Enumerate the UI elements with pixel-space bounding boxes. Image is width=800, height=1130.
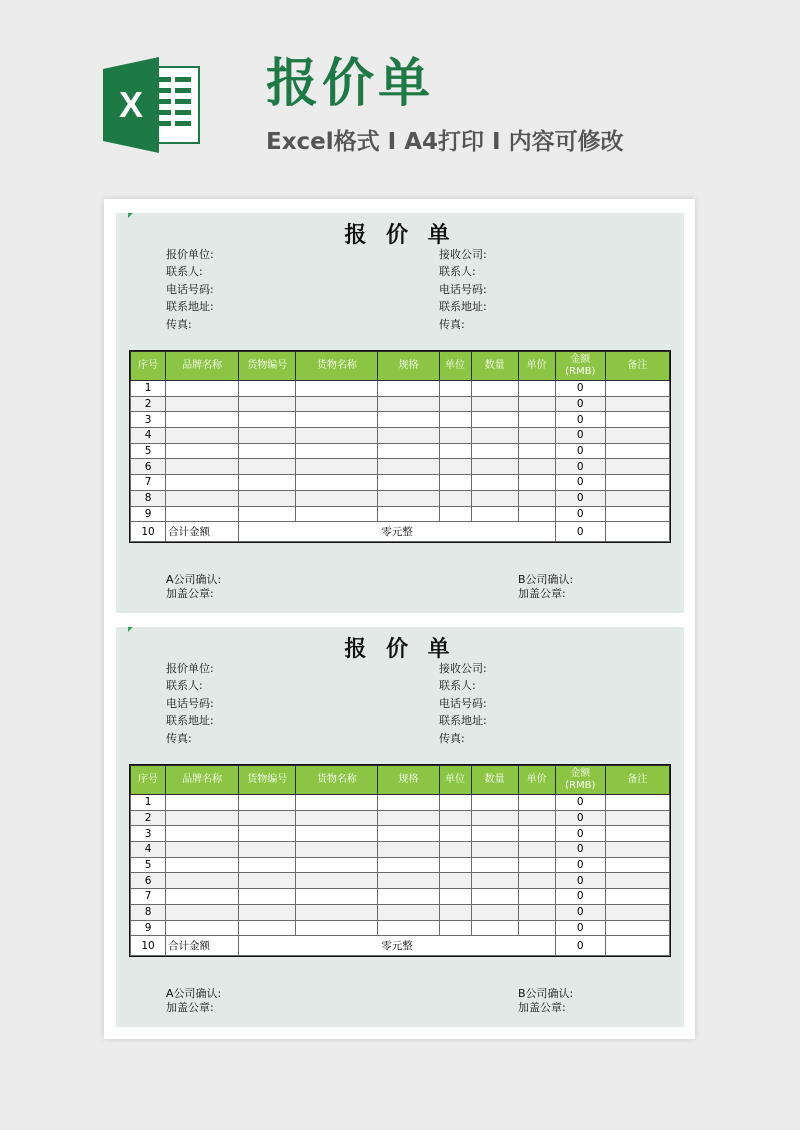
table-cell[interactable] bbox=[239, 857, 296, 873]
table-cell[interactable] bbox=[518, 443, 555, 459]
field-label: 报价单位: bbox=[166, 662, 214, 675]
table-cell[interactable] bbox=[518, 412, 555, 428]
column-header: 货物编号 bbox=[239, 352, 296, 381]
right-fields bbox=[439, 246, 487, 333]
table-cell[interactable] bbox=[378, 443, 439, 459]
table-cell[interactable] bbox=[239, 490, 296, 506]
table-cell[interactable] bbox=[471, 381, 518, 397]
table-cell[interactable] bbox=[378, 920, 439, 936]
table-cell[interactable]: 2 bbox=[131, 810, 166, 826]
column-header: 货物名称 bbox=[296, 766, 378, 795]
table-cell[interactable] bbox=[296, 826, 378, 842]
total-cell[interactable] bbox=[605, 936, 669, 956]
table-cell[interactable] bbox=[166, 795, 239, 811]
table-cell[interactable] bbox=[439, 428, 471, 444]
table-cell[interactable] bbox=[518, 857, 555, 873]
table-cell[interactable] bbox=[296, 443, 378, 459]
field-label: 传真: bbox=[439, 731, 465, 745]
table-cell[interactable] bbox=[166, 506, 239, 522]
column-header: 单位 bbox=[439, 766, 471, 795]
table-cell[interactable] bbox=[471, 412, 518, 428]
table-row bbox=[131, 381, 670, 397]
table-row bbox=[131, 842, 670, 858]
table-cell[interactable]: 0 bbox=[555, 920, 605, 936]
table-cell[interactable] bbox=[605, 826, 669, 842]
table-cell[interactable] bbox=[471, 459, 518, 475]
field-label: 联系地址: bbox=[439, 714, 487, 728]
table-cell[interactable] bbox=[239, 381, 296, 397]
table-cell[interactable] bbox=[471, 810, 518, 826]
table-cell[interactable] bbox=[471, 396, 518, 412]
table-cell[interactable] bbox=[239, 459, 296, 475]
column-header: 货物编号 bbox=[239, 766, 296, 795]
table-cell[interactable]: 8 bbox=[131, 490, 166, 506]
column-header: 备注 bbox=[605, 766, 669, 795]
table-cell[interactable] bbox=[518, 826, 555, 842]
table-cell[interactable] bbox=[518, 842, 555, 858]
table-cell[interactable] bbox=[166, 810, 239, 826]
table-cell[interactable] bbox=[378, 795, 439, 811]
sign-label: 加盖公章: bbox=[518, 587, 566, 600]
table-cell[interactable] bbox=[439, 396, 471, 412]
table-cell[interactable] bbox=[605, 904, 669, 920]
table-cell[interactable] bbox=[605, 412, 669, 428]
table-cell[interactable] bbox=[518, 873, 555, 889]
table-cell[interactable] bbox=[239, 920, 296, 936]
table-cell[interactable] bbox=[166, 920, 239, 936]
table-cell[interactable] bbox=[296, 904, 378, 920]
table-cell[interactable] bbox=[439, 842, 471, 858]
field-label: 传真: bbox=[166, 731, 192, 745]
table-cell[interactable] bbox=[296, 459, 378, 475]
table-cell[interactable] bbox=[296, 475, 378, 491]
total-cell[interactable]: 0 bbox=[555, 936, 605, 956]
sign-b bbox=[518, 573, 573, 601]
table-cell[interactable] bbox=[439, 857, 471, 873]
table-cell[interactable] bbox=[471, 842, 518, 858]
table-row bbox=[131, 795, 670, 811]
table-cell[interactable]: 0 bbox=[555, 490, 605, 506]
table-cell[interactable] bbox=[296, 920, 378, 936]
table-cell[interactable]: 0 bbox=[555, 904, 605, 920]
sign-label: B公司确认: bbox=[518, 573, 574, 586]
table-cell[interactable]: 1 bbox=[131, 381, 166, 397]
table-cell[interactable] bbox=[518, 795, 555, 811]
field-label: 接收公司: bbox=[439, 662, 487, 675]
table-cell[interactable] bbox=[605, 842, 669, 858]
table-cell[interactable] bbox=[296, 889, 378, 905]
table-cell[interactable] bbox=[239, 443, 296, 459]
table-cell[interactable]: 0 bbox=[555, 826, 605, 842]
table-cell[interactable] bbox=[378, 826, 439, 842]
table-cell[interactable] bbox=[605, 889, 669, 905]
table-row bbox=[131, 889, 670, 905]
table-cell[interactable] bbox=[166, 857, 239, 873]
total-cell[interactable]: 10 bbox=[131, 936, 166, 956]
sign-a bbox=[166, 987, 221, 1015]
table-cell[interactable] bbox=[166, 428, 239, 444]
table-cell[interactable]: 5 bbox=[131, 443, 166, 459]
table-row bbox=[131, 475, 670, 491]
table-cell[interactable] bbox=[605, 873, 669, 889]
table-cell[interactable] bbox=[605, 857, 669, 873]
sign-label: A公司确认: bbox=[166, 987, 222, 1000]
field-label: 联系地址: bbox=[439, 300, 487, 314]
total-cell[interactable]: 合计金额 bbox=[166, 936, 239, 956]
table-cell[interactable] bbox=[239, 795, 296, 811]
table-cell[interactable]: 0 bbox=[555, 381, 605, 397]
sign-label: 加盖公章: bbox=[166, 587, 214, 600]
quote-sheet-1 bbox=[116, 213, 684, 613]
table-row bbox=[131, 428, 670, 444]
table-cell[interactable] bbox=[378, 381, 439, 397]
table-cell[interactable] bbox=[378, 842, 439, 858]
column-header: 数量 bbox=[471, 352, 518, 381]
column-header: 品牌名称 bbox=[166, 352, 239, 381]
table-cell[interactable] bbox=[439, 381, 471, 397]
table-cell[interactable] bbox=[439, 889, 471, 905]
total-cell[interactable]: 合计金额 bbox=[166, 522, 239, 542]
table-cell[interactable] bbox=[439, 826, 471, 842]
table-cell[interactable] bbox=[605, 490, 669, 506]
column-header: 数量 bbox=[471, 766, 518, 795]
table-cell[interactable]: 9 bbox=[131, 506, 166, 522]
table-cell[interactable] bbox=[378, 412, 439, 428]
table-cell[interactable] bbox=[296, 428, 378, 444]
column-header: 序号 bbox=[131, 766, 166, 795]
column-header: 金额 (RMB) bbox=[555, 352, 605, 381]
total-row bbox=[131, 522, 670, 542]
field-label: 联系人: bbox=[166, 679, 203, 693]
field-label: 传真: bbox=[166, 317, 192, 331]
table-cell[interactable] bbox=[296, 412, 378, 428]
table-cell[interactable] bbox=[239, 810, 296, 826]
column-header: 金额 (RMB) bbox=[555, 766, 605, 795]
table-cell[interactable] bbox=[605, 920, 669, 936]
sign-a bbox=[166, 573, 221, 601]
table-cell[interactable] bbox=[239, 396, 296, 412]
table-cell[interactable] bbox=[518, 506, 555, 522]
table-cell[interactable]: 5 bbox=[131, 857, 166, 873]
table-cell[interactable]: 9 bbox=[131, 920, 166, 936]
total-cell[interactable]: 0 bbox=[555, 522, 605, 542]
table-cell[interactable] bbox=[518, 428, 555, 444]
table-row bbox=[131, 857, 670, 873]
sign-label: 加盖公章: bbox=[166, 1001, 214, 1014]
sign-label: A公司确认: bbox=[166, 573, 222, 586]
column-header: 规格 bbox=[378, 766, 439, 795]
column-header: 单位 bbox=[439, 352, 471, 381]
table-cell[interactable] bbox=[605, 396, 669, 412]
table-cell[interactable] bbox=[296, 490, 378, 506]
table-row bbox=[131, 904, 670, 920]
table-cell[interactable] bbox=[239, 506, 296, 522]
logo-letter: X bbox=[118, 84, 144, 125]
table-cell[interactable] bbox=[296, 795, 378, 811]
table-cell[interactable] bbox=[166, 904, 239, 920]
table-cell[interactable] bbox=[166, 475, 239, 491]
table-cell[interactable] bbox=[471, 920, 518, 936]
table-cell[interactable] bbox=[471, 873, 518, 889]
table-cell[interactable]: 0 bbox=[555, 475, 605, 491]
table-cell[interactable] bbox=[605, 810, 669, 826]
quote-table bbox=[130, 351, 670, 542]
table-cell[interactable]: 0 bbox=[555, 889, 605, 905]
table-cell[interactable]: 0 bbox=[555, 857, 605, 873]
table-cell[interactable] bbox=[378, 490, 439, 506]
field-label: 电话号码: bbox=[439, 282, 487, 296]
table-cell[interactable] bbox=[166, 412, 239, 428]
table-cell[interactable] bbox=[518, 381, 555, 397]
table-row bbox=[131, 826, 670, 842]
table-cell[interactable] bbox=[605, 795, 669, 811]
table-cell[interactable]: 0 bbox=[555, 810, 605, 826]
table-cell[interactable]: 3 bbox=[131, 412, 166, 428]
table-cell[interactable] bbox=[378, 873, 439, 889]
table-cell[interactable] bbox=[166, 443, 239, 459]
table-cell[interactable] bbox=[378, 459, 439, 475]
field-label: 联系地址: bbox=[166, 300, 214, 314]
table-row bbox=[131, 490, 670, 506]
field-label: 报价单位: bbox=[166, 248, 214, 261]
table-cell[interactable] bbox=[471, 428, 518, 444]
table-cell[interactable]: 0 bbox=[555, 412, 605, 428]
field-label: 联系人: bbox=[439, 679, 476, 693]
table-cell[interactable] bbox=[378, 428, 439, 444]
sign-b bbox=[518, 987, 573, 1015]
table-cell[interactable] bbox=[239, 475, 296, 491]
right-fields bbox=[439, 660, 487, 747]
table-cell[interactable] bbox=[378, 889, 439, 905]
table-row bbox=[131, 412, 670, 428]
sheet-title: 报 价 单 bbox=[344, 223, 456, 248]
sheet-title: 报 价 单 bbox=[344, 637, 456, 662]
table-cell[interactable] bbox=[439, 904, 471, 920]
table-cell[interactable] bbox=[518, 490, 555, 506]
table-cell[interactable] bbox=[518, 810, 555, 826]
left-fields bbox=[166, 246, 214, 333]
excel-logo-icon bbox=[103, 57, 203, 153]
table-cell[interactable]: 0 bbox=[555, 842, 605, 858]
field-label: 传真: bbox=[439, 317, 465, 331]
table-cell[interactable]: 7 bbox=[131, 475, 166, 491]
quote-sheet-2 bbox=[116, 627, 684, 1027]
table-cell[interactable]: 0 bbox=[555, 443, 605, 459]
table-cell[interactable] bbox=[296, 842, 378, 858]
table-cell[interactable] bbox=[605, 443, 669, 459]
table-cell[interactable] bbox=[471, 889, 518, 905]
table-cell[interactable] bbox=[605, 459, 669, 475]
total-cell[interactable] bbox=[605, 522, 669, 542]
table-cell[interactable] bbox=[518, 889, 555, 905]
table-row bbox=[131, 459, 670, 475]
total-row bbox=[131, 936, 670, 956]
table-cell[interactable] bbox=[439, 475, 471, 491]
table-cell[interactable] bbox=[439, 506, 471, 522]
table-cell[interactable] bbox=[471, 490, 518, 506]
field-label: 联系人: bbox=[166, 265, 203, 279]
table-row bbox=[131, 443, 670, 459]
table-cell[interactable] bbox=[239, 873, 296, 889]
field-label: 电话号码: bbox=[166, 282, 214, 296]
table-cell[interactable] bbox=[166, 889, 239, 905]
sign-label: B公司确认: bbox=[518, 987, 574, 1000]
table-cell[interactable] bbox=[378, 857, 439, 873]
column-header: 单价 bbox=[518, 352, 555, 381]
table-row bbox=[131, 506, 670, 522]
table-cell[interactable] bbox=[296, 396, 378, 412]
table-cell[interactable]: 0 bbox=[555, 873, 605, 889]
table-cell[interactable] bbox=[471, 506, 518, 522]
table-cell[interactable] bbox=[518, 396, 555, 412]
total-cell[interactable]: 10 bbox=[131, 522, 166, 542]
table-cell[interactable] bbox=[166, 490, 239, 506]
table-cell[interactable] bbox=[518, 459, 555, 475]
table-cell[interactable]: 0 bbox=[555, 506, 605, 522]
table-cell[interactable] bbox=[471, 904, 518, 920]
table-cell[interactable] bbox=[471, 475, 518, 491]
table-cell[interactable] bbox=[239, 904, 296, 920]
table-cell[interactable] bbox=[239, 842, 296, 858]
total-cell[interactable]: 零元整 bbox=[239, 936, 556, 956]
table-cell[interactable] bbox=[605, 506, 669, 522]
table-cell[interactable] bbox=[439, 443, 471, 459]
table-cell[interactable]: 0 bbox=[555, 428, 605, 444]
table-cell[interactable] bbox=[439, 795, 471, 811]
table-cell[interactable]: 1 bbox=[131, 795, 166, 811]
table-cell[interactable] bbox=[296, 810, 378, 826]
table-cell[interactable]: 0 bbox=[555, 396, 605, 412]
table-cell[interactable] bbox=[296, 506, 378, 522]
field-label: 接收公司: bbox=[439, 248, 487, 261]
column-header: 规格 bbox=[378, 352, 439, 381]
column-header: 序号 bbox=[131, 352, 166, 381]
table-cell[interactable] bbox=[471, 826, 518, 842]
left-fields bbox=[166, 660, 214, 747]
table-cell[interactable] bbox=[166, 381, 239, 397]
quote-table bbox=[130, 765, 670, 956]
table-cell[interactable] bbox=[166, 873, 239, 889]
table-cell[interactable] bbox=[378, 475, 439, 491]
table-cell[interactable] bbox=[439, 920, 471, 936]
field-label: 电话号码: bbox=[166, 696, 214, 710]
field-label: 联系人: bbox=[439, 265, 476, 279]
table-cell[interactable] bbox=[378, 396, 439, 412]
table-cell[interactable] bbox=[471, 443, 518, 459]
table-cell[interactable] bbox=[239, 412, 296, 428]
page-title: 报价单 bbox=[266, 54, 435, 114]
page-subtitle: Excel格式 I A4打印 I 内容可修改 bbox=[266, 129, 624, 155]
table-row bbox=[131, 396, 670, 412]
table-cell[interactable] bbox=[378, 904, 439, 920]
table-cell[interactable] bbox=[439, 810, 471, 826]
table-cell[interactable] bbox=[605, 475, 669, 491]
table-cell[interactable] bbox=[166, 459, 239, 475]
table-cell[interactable] bbox=[605, 381, 669, 397]
table-cell[interactable]: 4 bbox=[131, 428, 166, 444]
table-cell[interactable] bbox=[471, 795, 518, 811]
column-header: 备注 bbox=[605, 352, 669, 381]
field-label: 电话号码: bbox=[439, 696, 487, 710]
table-cell[interactable] bbox=[296, 873, 378, 889]
table-cell[interactable]: 6 bbox=[131, 873, 166, 889]
table-cell[interactable] bbox=[605, 428, 669, 444]
table-cell[interactable] bbox=[296, 857, 378, 873]
table-cell[interactable] bbox=[439, 412, 471, 428]
table-cell[interactable] bbox=[239, 889, 296, 905]
total-cell[interactable]: 零元整 bbox=[239, 522, 556, 542]
table-cell[interactable] bbox=[239, 826, 296, 842]
table-cell[interactable]: 0 bbox=[555, 459, 605, 475]
table-row bbox=[131, 920, 670, 936]
table-row bbox=[131, 873, 670, 889]
sign-label: 加盖公章: bbox=[518, 1001, 566, 1014]
table-cell[interactable] bbox=[166, 842, 239, 858]
table-cell[interactable] bbox=[439, 490, 471, 506]
table-cell[interactable]: 7 bbox=[131, 889, 166, 905]
column-header: 品牌名称 bbox=[166, 766, 239, 795]
table-cell[interactable] bbox=[166, 396, 239, 412]
table-cell[interactable] bbox=[239, 428, 296, 444]
table-cell[interactable] bbox=[296, 381, 378, 397]
table-cell[interactable] bbox=[518, 904, 555, 920]
table-cell[interactable]: 8 bbox=[131, 904, 166, 920]
table-cell[interactable]: 0 bbox=[555, 795, 605, 811]
table-cell[interactable] bbox=[166, 826, 239, 842]
table-cell[interactable] bbox=[518, 475, 555, 491]
column-header: 单价 bbox=[518, 766, 555, 795]
table-cell[interactable]: 6 bbox=[131, 459, 166, 475]
table-cell[interactable] bbox=[518, 920, 555, 936]
table-cell[interactable] bbox=[378, 506, 439, 522]
table-cell[interactable]: 3 bbox=[131, 826, 166, 842]
table-cell[interactable] bbox=[471, 857, 518, 873]
table-cell[interactable] bbox=[378, 810, 439, 826]
table-cell[interactable]: 4 bbox=[131, 842, 166, 858]
table-cell[interactable] bbox=[439, 873, 471, 889]
table-row bbox=[131, 810, 670, 826]
field-label: 联系地址: bbox=[166, 714, 214, 728]
table-cell[interactable] bbox=[439, 459, 471, 475]
column-header: 货物名称 bbox=[296, 352, 378, 381]
table-cell[interactable]: 2 bbox=[131, 396, 166, 412]
